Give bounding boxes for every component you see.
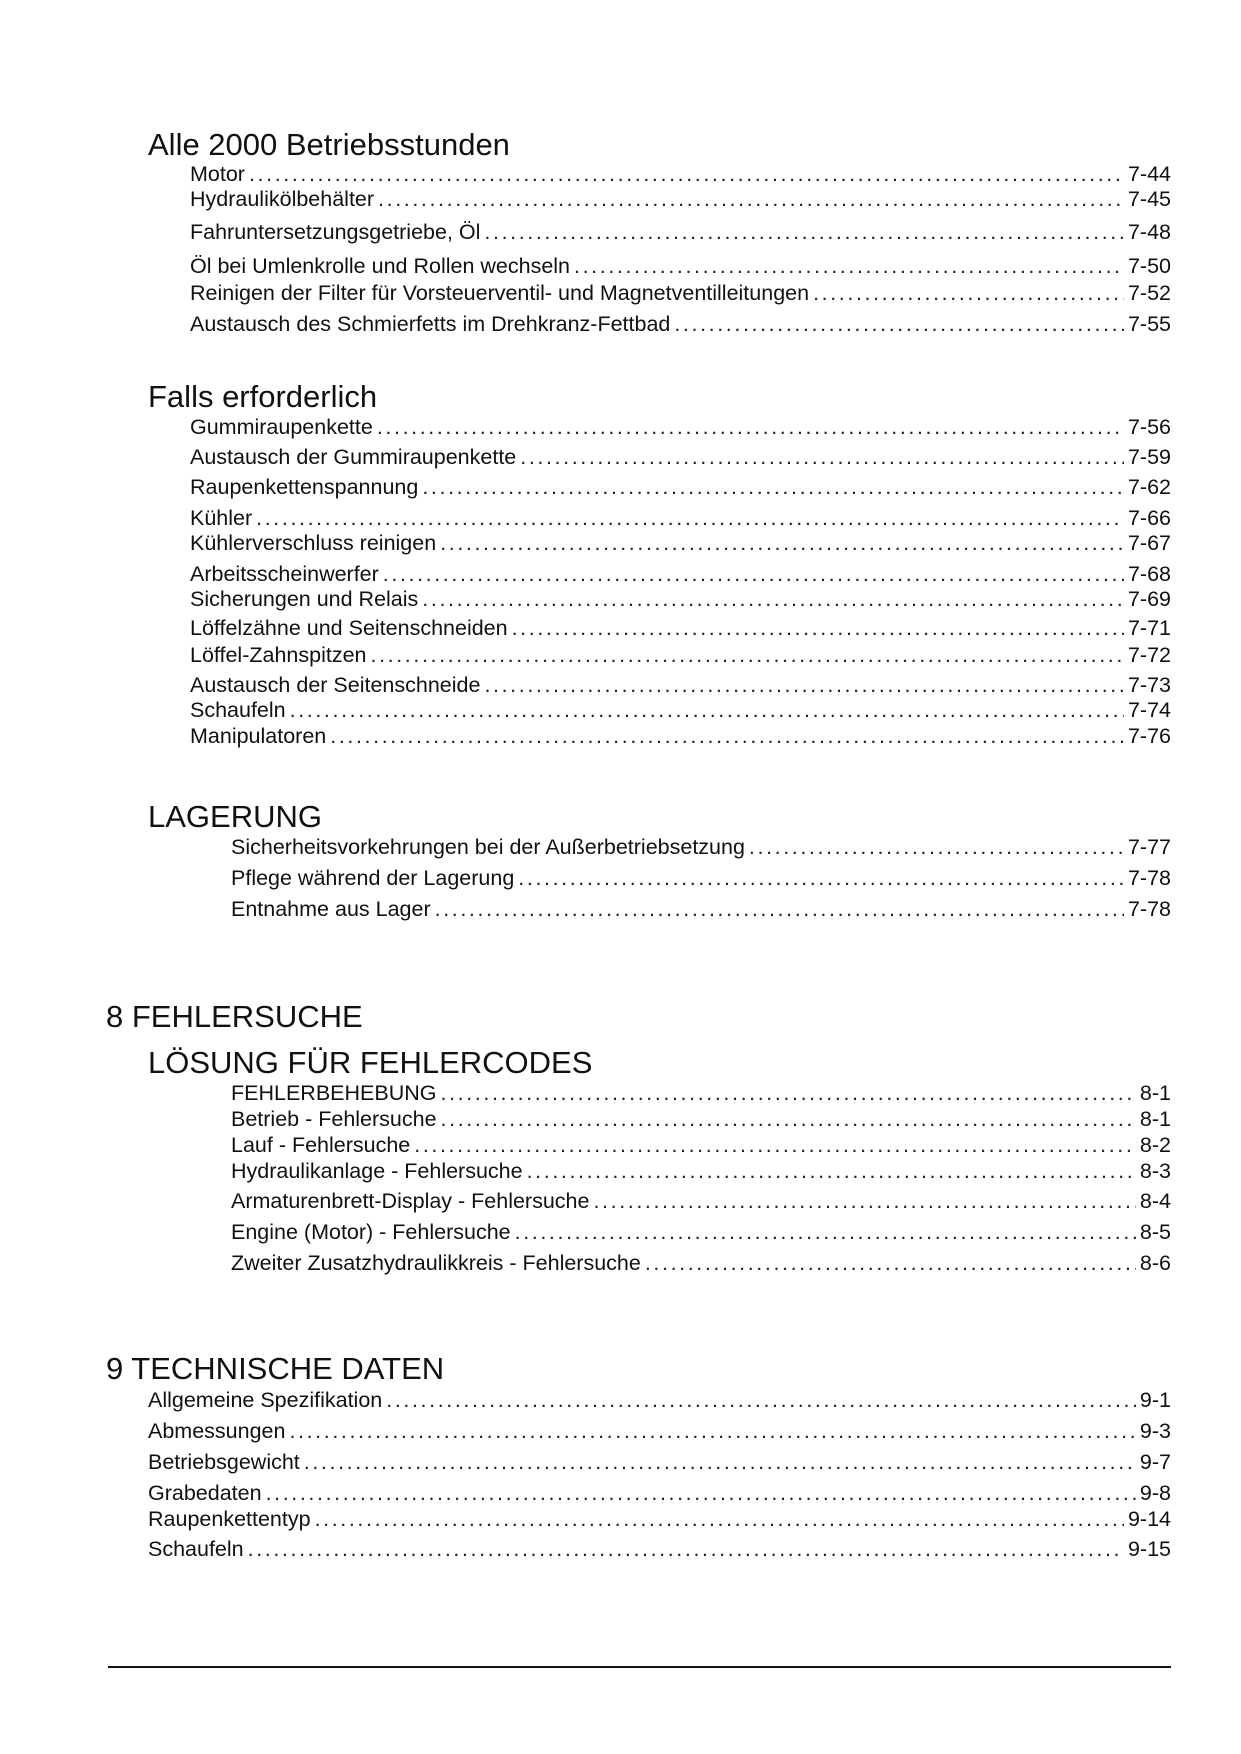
- toc-entry[interactable]: [231, 1132, 1171, 1158]
- dot-leader: [248, 1536, 1124, 1562]
- toc-entry-title: Austausch des Schmierfetts im Drehkranz-Fettbad: [190, 312, 671, 336]
- dot-leader: [574, 253, 1124, 279]
- toc-entry-page: 8-2: [1139, 1133, 1171, 1157]
- toc-entry-page: 7-78: [1127, 866, 1171, 890]
- dot-leader: [256, 505, 1124, 531]
- dot-leader: [422, 586, 1124, 612]
- toc-entry-page: 7-74: [1127, 698, 1171, 722]
- footer-rule: [108, 1666, 1171, 1668]
- toc-entry[interactable]: [190, 615, 1171, 641]
- dot-leader: [484, 672, 1124, 698]
- dot-leader: [440, 530, 1124, 556]
- toc-entry-page: 7-44: [1127, 162, 1171, 186]
- toc-entry-title: Motor: [190, 162, 245, 186]
- toc-entry[interactable]: [231, 834, 1171, 860]
- toc-entry-title: Lauf - Fehlersuche: [231, 1133, 411, 1157]
- toc-entry[interactable]: [231, 1250, 1171, 1276]
- toc-entry[interactable]: [148, 1418, 1171, 1444]
- dot-leader: [484, 219, 1124, 245]
- toc-entry-title: Schaufeln: [190, 698, 286, 722]
- toc-entry[interactable]: [190, 280, 1171, 306]
- dot-leader: [414, 1132, 1136, 1158]
- dot-leader: [330, 723, 1124, 749]
- toc-entry[interactable]: [190, 253, 1171, 279]
- dot-leader: [674, 311, 1124, 337]
- toc-entry-title: Raupenkettenspannung: [190, 475, 419, 499]
- toc-entry[interactable]: [231, 1219, 1171, 1245]
- dot-leader: [304, 1449, 1136, 1475]
- dot-leader: [441, 1106, 1136, 1132]
- toc-entry-title: Kühlerverschluss reinigen: [190, 531, 437, 555]
- toc-entry-title: Löffelzähne und Seitenschneiden: [190, 616, 508, 640]
- toc-entry[interactable]: [148, 1506, 1171, 1532]
- toc-entry-title: FEHLERBEHEBUNG: [231, 1081, 437, 1105]
- toc-entry-title: Abmessungen: [148, 1419, 286, 1443]
- dot-leader: [813, 280, 1124, 306]
- toc-entry-title: Reinigen der Filter für Vorsteuerventil- und Magnetventilleitungen: [190, 281, 810, 305]
- toc-entry[interactable]: [148, 1387, 1171, 1413]
- toc-entry[interactable]: [148, 1536, 1171, 1562]
- toc-entry-title: Allgemeine Spezifikation: [148, 1388, 383, 1412]
- toc-entry-page: 9-7: [1139, 1450, 1171, 1474]
- dot-leader: [383, 561, 1124, 587]
- toc-entry-page: 7-78: [1127, 897, 1171, 921]
- dot-leader: [289, 1418, 1135, 1444]
- toc-entry-title: Hydraulikölbehälter: [190, 187, 375, 211]
- section-heading: LAGERUNG: [148, 799, 322, 834]
- toc-entry-page: 7-76: [1127, 724, 1171, 748]
- toc-entry-page: 7-67: [1127, 531, 1171, 555]
- toc-entry[interactable]: [190, 505, 1171, 531]
- toc-entry-title: Armaturenbrett-Display - Fehlersuche: [231, 1189, 590, 1213]
- toc-entry-page: 7-69: [1127, 587, 1171, 611]
- toc-entry-title: Sicherheitsvorkehrungen bei der Außerbetriebsetzung: [231, 835, 745, 859]
- toc-entry-title: Raupenkettentyp: [148, 1507, 311, 1531]
- toc-entry-title: Betrieb - Fehlersuche: [231, 1107, 437, 1131]
- dot-leader: [520, 444, 1124, 470]
- toc-entry-title: Pflege während der Lagerung: [231, 866, 515, 890]
- toc-entry-page: 7-66: [1127, 506, 1171, 530]
- toc-entry-page: 7-56: [1127, 415, 1171, 439]
- toc-entry-title: Öl bei Umlenkrolle und Rollen wechseln: [190, 254, 571, 278]
- toc-entry-page: 8-4: [1139, 1189, 1171, 1213]
- toc-entry-page: 7-77: [1127, 835, 1171, 859]
- toc-entry-page: 9-15: [1127, 1537, 1171, 1561]
- chapter-heading: 9 TECHNISCHE DATEN: [106, 1351, 445, 1386]
- toc-entry-page: 7-71: [1127, 616, 1171, 640]
- toc-entry[interactable]: [190, 586, 1171, 612]
- toc-entry[interactable]: [190, 642, 1171, 668]
- toc-entry-page: 7-62: [1127, 475, 1171, 499]
- toc-entry-page: 8-1: [1139, 1081, 1171, 1105]
- toc-entry-page: 9-1: [1139, 1388, 1171, 1412]
- toc-entry-title: Betriebsgewicht: [148, 1450, 300, 1474]
- toc-entry-page: 7-50: [1127, 254, 1171, 278]
- dot-leader: [266, 1480, 1136, 1506]
- toc-entry-page: 8-5: [1139, 1220, 1171, 1244]
- dot-leader: [512, 615, 1124, 641]
- dot-leader: [378, 186, 1124, 212]
- toc-entry-title: Entnahme aus Lager: [231, 897, 431, 921]
- toc-entry-page: 9-3: [1139, 1419, 1171, 1443]
- toc-entry[interactable]: [190, 414, 1171, 440]
- dot-leader: [518, 865, 1124, 891]
- toc-entry[interactable]: [190, 672, 1171, 698]
- toc-entry-page: 9-8: [1139, 1481, 1171, 1505]
- toc-entry-title: Kühler: [190, 506, 253, 530]
- toc-entry[interactable]: [231, 1158, 1171, 1184]
- toc-entry-title: Grabedaten: [148, 1481, 262, 1505]
- toc-entry[interactable]: [190, 697, 1171, 723]
- dot-leader: [371, 642, 1124, 668]
- toc-entry[interactable]: [190, 161, 1171, 187]
- dot-leader: [315, 1506, 1124, 1532]
- dot-leader: [290, 697, 1124, 723]
- toc-entry-page: 7-73: [1127, 673, 1171, 697]
- toc-entry-title: Manipulatoren: [190, 724, 327, 748]
- toc-entry-title: Gummiraupenkette: [190, 415, 373, 439]
- toc-entry-page: 7-52: [1127, 281, 1171, 305]
- toc-entry-title: Zweiter Zusatzhydraulikkreis - Fehlersuche: [231, 1251, 641, 1275]
- toc-entry-title: Austausch der Gummiraupenkette: [190, 445, 517, 469]
- toc-entry[interactable]: [231, 1106, 1171, 1132]
- chapter-heading: 8 FEHLERSUCHE: [106, 999, 363, 1034]
- dot-leader: [249, 161, 1124, 187]
- section-heading: Alle 2000 Betriebsstunden: [148, 127, 510, 162]
- section-heading: LÖSUNG FÜR FEHLERCODES: [148, 1045, 593, 1080]
- toc-entry[interactable]: [190, 723, 1171, 749]
- toc-entry[interactable]: [190, 311, 1171, 337]
- dot-leader: [435, 896, 1124, 922]
- toc-entry-page: 8-3: [1139, 1159, 1171, 1183]
- dot-leader: [422, 474, 1124, 500]
- toc-entry-page: 7-72: [1127, 643, 1171, 667]
- toc-entry[interactable]: [231, 1080, 1171, 1106]
- toc-entry-title: Engine (Motor) - Fehlersuche: [231, 1220, 511, 1244]
- toc-entry-title: Arbeitsscheinwerfer: [190, 562, 379, 586]
- section-heading: Falls erforderlich: [148, 379, 378, 414]
- toc-entry-title: Sicherungen und Relais: [190, 587, 419, 611]
- toc-entry-page: 9-14: [1127, 1507, 1171, 1531]
- toc-entry-page: 7-68: [1127, 562, 1171, 586]
- toc-entry[interactable]: [231, 896, 1171, 922]
- dot-leader: [441, 1080, 1136, 1106]
- toc-entry-title: Schaufeln: [148, 1537, 244, 1561]
- toc-entry-page: 8-6: [1139, 1251, 1171, 1275]
- toc-entry-page: 7-45: [1127, 187, 1171, 211]
- toc-entry[interactable]: [148, 1449, 1171, 1475]
- toc-entry[interactable]: [190, 530, 1171, 556]
- toc-entry-title: Hydraulikanlage - Fehlersuche: [231, 1159, 523, 1183]
- dot-leader: [749, 834, 1124, 860]
- dot-leader: [527, 1158, 1136, 1184]
- dot-leader: [593, 1188, 1135, 1214]
- toc-entry-page: 7-48: [1127, 220, 1171, 244]
- toc-entry[interactable]: [190, 474, 1171, 500]
- toc-entry[interactable]: [190, 219, 1171, 245]
- toc-entry[interactable]: [231, 1188, 1171, 1214]
- toc-entry-title: Austausch der Seitenschneide: [190, 673, 481, 697]
- toc-entry-page: 7-59: [1127, 445, 1171, 469]
- dot-leader: [377, 414, 1124, 440]
- toc-entry-title: Löffel-Zahnspitzen: [190, 643, 367, 667]
- toc-entry[interactable]: [190, 444, 1171, 470]
- toc-entry-page: 7-55: [1127, 312, 1171, 336]
- toc-entry[interactable]: [190, 186, 1171, 212]
- toc-entry-page: 8-1: [1139, 1107, 1171, 1131]
- dot-leader: [386, 1387, 1136, 1413]
- toc-entry-title: Fahruntersetzungsgetriebe, Öl: [190, 220, 481, 244]
- dot-leader: [645, 1250, 1136, 1276]
- dot-leader: [515, 1219, 1136, 1245]
- toc-entry[interactable]: [190, 561, 1171, 587]
- toc-entry[interactable]: [231, 865, 1171, 891]
- toc-entry[interactable]: [148, 1480, 1171, 1506]
